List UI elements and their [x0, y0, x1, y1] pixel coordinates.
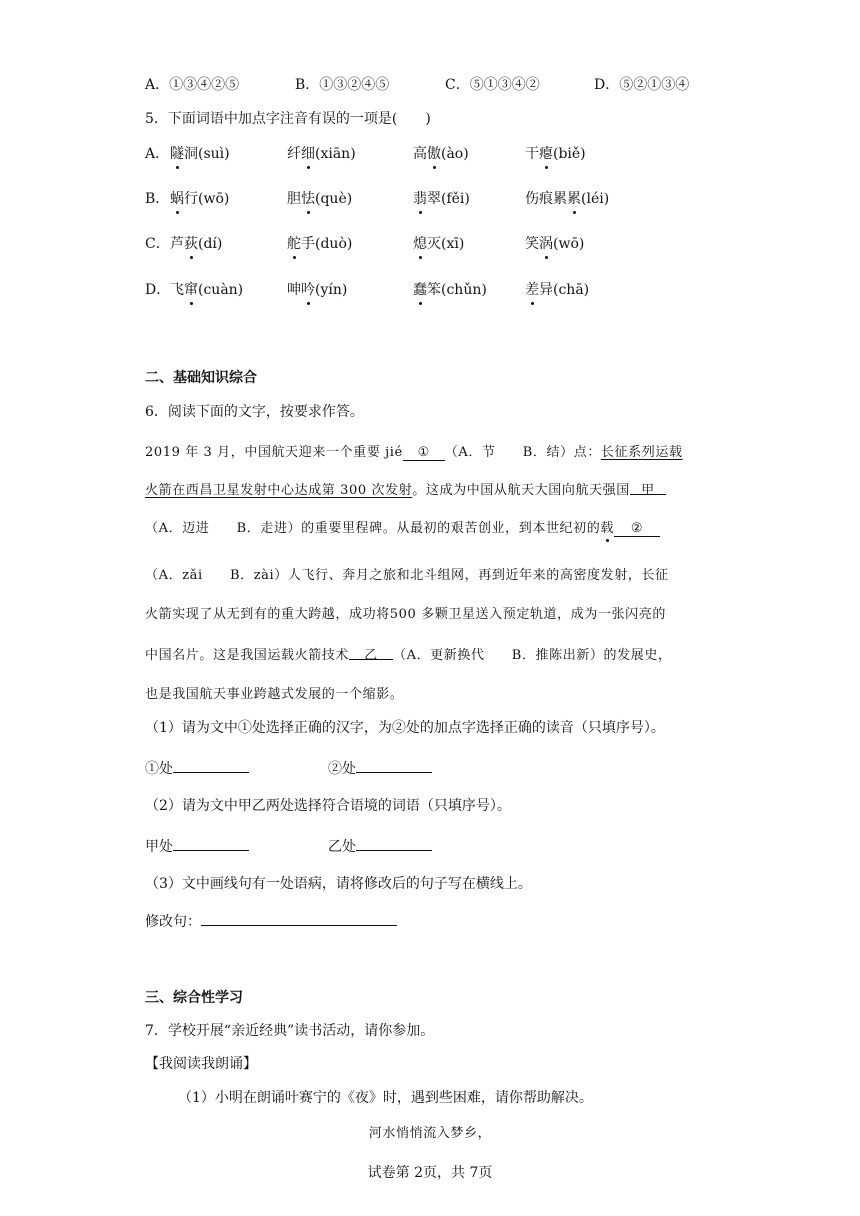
passage-line-1 [145, 441, 683, 461]
answer-blank[interactable] [173, 757, 249, 773]
word-text: 高 [413, 146, 427, 162]
word-pinyin: (ào) [441, 146, 469, 162]
word-text: 胆 [287, 191, 301, 207]
q4-option-a [145, 74, 239, 94]
q5-option-label: C． [145, 236, 170, 252]
word-pinyin: 翠(fěi) [427, 191, 470, 207]
q5-option-label: D． [145, 282, 171, 298]
sub-question-2: （2）请为文中甲乙两处选择符合语境的词语（只填序号）。 [145, 798, 511, 814]
word-text: 笑 [525, 236, 539, 252]
answer-2-b [328, 835, 432, 856]
blank-marker: ① [417, 445, 430, 460]
passage-line-2 [145, 479, 666, 498]
q5-word [170, 188, 229, 208]
word-pinyin: 灭(xī) [427, 236, 465, 252]
subheading: 【我阅读我朗诵】 [145, 1056, 257, 1072]
q7-stem: 7．学校开展“亲近经典”读书活动，请你参加。 [145, 1023, 435, 1039]
q5-word [170, 233, 222, 253]
word-pinyin: 异(chā) [539, 282, 590, 298]
q5-word [413, 233, 464, 253]
passage-line-3 [145, 517, 660, 537]
word-pinyin: 洞(suì) [184, 146, 230, 162]
passage-text: 中国名片。这是我国运载火箭技术 [145, 648, 350, 663]
answer-blank[interactable] [173, 835, 249, 851]
passage-line-4: （A．zǎi B．zài）人飞行、奔月之旅和北斗组网，再到近年来的高密度发射，长征 [145, 568, 669, 583]
answer-label: 乙处 [328, 839, 356, 855]
q5-word [287, 188, 352, 208]
dotted-char: 差 [525, 279, 539, 299]
word-pinyin: (biě) [553, 146, 586, 162]
passage-text: （A．更新换代 B．推陈出新）的发展史， [393, 648, 672, 663]
word-text: 干 [525, 146, 539, 162]
dotted-char: 熄 [413, 233, 427, 253]
answer-1-a [145, 757, 249, 778]
dotted-char: 瘪 [539, 143, 553, 163]
word-pinyin: (cuàn) [198, 282, 244, 298]
dotted-char: 吟 [301, 279, 315, 299]
q5-word [525, 143, 586, 163]
option-text: ⑤①③④② [469, 77, 540, 93]
option-text: ⑤②①③④ [619, 77, 690, 93]
word-pinyin: (wō) [553, 236, 585, 252]
q5-word [413, 143, 469, 163]
poem-line: 河水悄悄流入梦乡， [368, 1126, 492, 1141]
dotted-char: 舵 [287, 233, 301, 253]
q5-word [525, 233, 584, 253]
passage-text: 2019 年 3 月，中国航天迎来一个重要 jié [145, 445, 403, 460]
section-heading: 三、综合性学习 [145, 990, 243, 1006]
q4-option-c [445, 74, 540, 94]
q5-word [170, 143, 230, 163]
answer-blank[interactable] [201, 910, 397, 926]
dotted-char: 细 [301, 143, 315, 163]
q5-word [287, 233, 352, 253]
option-label: D． [594, 77, 620, 93]
word-text: 飞 [170, 282, 184, 298]
word-pinyin: (què) [315, 191, 353, 207]
q5-word [170, 279, 243, 299]
word-pinyin: 笨(chǔn) [427, 282, 487, 298]
option-text: ①③②④⑤ [319, 77, 390, 93]
answer-blank[interactable] [356, 835, 432, 851]
blank-marker: ② [630, 521, 644, 536]
answer-1-b [328, 757, 432, 778]
underlined-sentence: 长征系列运载 [600, 445, 683, 460]
q5-stem: 5．下面词语中加点字注音有误的一项是( ) [145, 111, 431, 127]
q5-word [287, 279, 347, 299]
sub-question-1: （1）小明在朗诵叶赛宁的《夜》时，遇到些困难，请你帮助解决。 [178, 1090, 593, 1106]
passage-line-7: 也是我国航天事业跨越式发展的一个缩影。 [145, 687, 404, 702]
word-pinyin: (xiān) [315, 146, 356, 162]
word-text: 伤痕累 [525, 191, 567, 207]
q6-stem: 6．阅读下面的文字，按要求作答。 [145, 404, 364, 420]
passage-line-5: 火箭实现了从无到有的重大跨越，成功将500 多颗卫星送入预定轨道，成为一张闪亮的 [145, 607, 666, 622]
blank-marker: 乙 [364, 648, 378, 663]
q5-option-label: A． [145, 146, 170, 162]
passage-text: （A．节 B．结）点： [444, 445, 601, 460]
sub-question-3: （3）文中画线句有一处语病，请将修改后的句子写在横线上。 [145, 876, 532, 892]
answer-2-a [145, 835, 249, 856]
answer-label: 甲处 [145, 839, 173, 855]
blank-2 [614, 521, 660, 537]
q5-option-label: B． [145, 191, 170, 207]
dotted-char: 蠢 [413, 279, 427, 299]
answer-label: ②处 [328, 761, 356, 777]
q4-option-d [594, 74, 689, 94]
option-text: ①③④②⑤ [169, 77, 240, 93]
blank-marker: 甲 [641, 483, 655, 498]
option-label: B． [295, 77, 320, 93]
blank-yi [349, 644, 393, 663]
dotted-char: 怯 [301, 188, 315, 208]
word-pinyin: (léi) [581, 191, 610, 207]
option-label: C． [445, 77, 470, 93]
word-pinyin: (dí) [198, 236, 223, 252]
word-text: 纤 [287, 146, 301, 162]
q5-word [287, 143, 356, 163]
q5-word [413, 279, 487, 299]
q5-word [413, 188, 470, 208]
q5-word [525, 188, 609, 208]
passage-text: （A．迈进 B．走进）的重要里程碑。从最初的艰苦创业，到本世纪初的 [145, 521, 601, 536]
q5-word [525, 279, 589, 299]
underlined-sentence: 火箭在西昌卫星发射中心达成第 300 次发射 [145, 483, 413, 498]
word-pinyin: 手(duò) [301, 236, 353, 252]
answer-label: ①处 [145, 761, 173, 777]
dotted-char: 累 [567, 188, 581, 208]
dotted-char: 蜗 [170, 188, 184, 208]
sub-question-1: （1）请为文中①处选择正确的汉字，为②处的加点字选择正确的读音（只填序号）。 [145, 720, 665, 736]
passage-text: 。这成为中国从航天大国向航天强国 [412, 483, 630, 498]
dotted-char: 涡 [539, 233, 553, 253]
option-label: A． [145, 77, 170, 93]
dotted-char: 荻 [184, 233, 198, 253]
dotted-char: 隧 [170, 143, 184, 163]
q4-option-b [295, 74, 389, 94]
page-footer: 试卷第 2页，共 7页 [367, 1165, 493, 1181]
answer-label: 修改句： [145, 914, 201, 930]
word-text: 芦 [170, 236, 184, 252]
dotted-char: 窜 [184, 279, 198, 299]
blank-jia [630, 479, 666, 498]
dotted-char: 载 [600, 517, 614, 536]
answer-3 [145, 910, 397, 931]
passage-line-6 [145, 644, 672, 663]
dotted-char: 翡 [413, 188, 427, 208]
word-pinyin: 行(wō) [184, 191, 230, 207]
blank-1 [403, 445, 445, 461]
section-heading: 二、基础知识综合 [145, 370, 257, 386]
answer-blank[interactable] [356, 757, 432, 773]
dotted-char: 傲 [427, 143, 441, 163]
word-pinyin: (yín) [315, 282, 348, 298]
word-text: 呻 [287, 282, 301, 298]
